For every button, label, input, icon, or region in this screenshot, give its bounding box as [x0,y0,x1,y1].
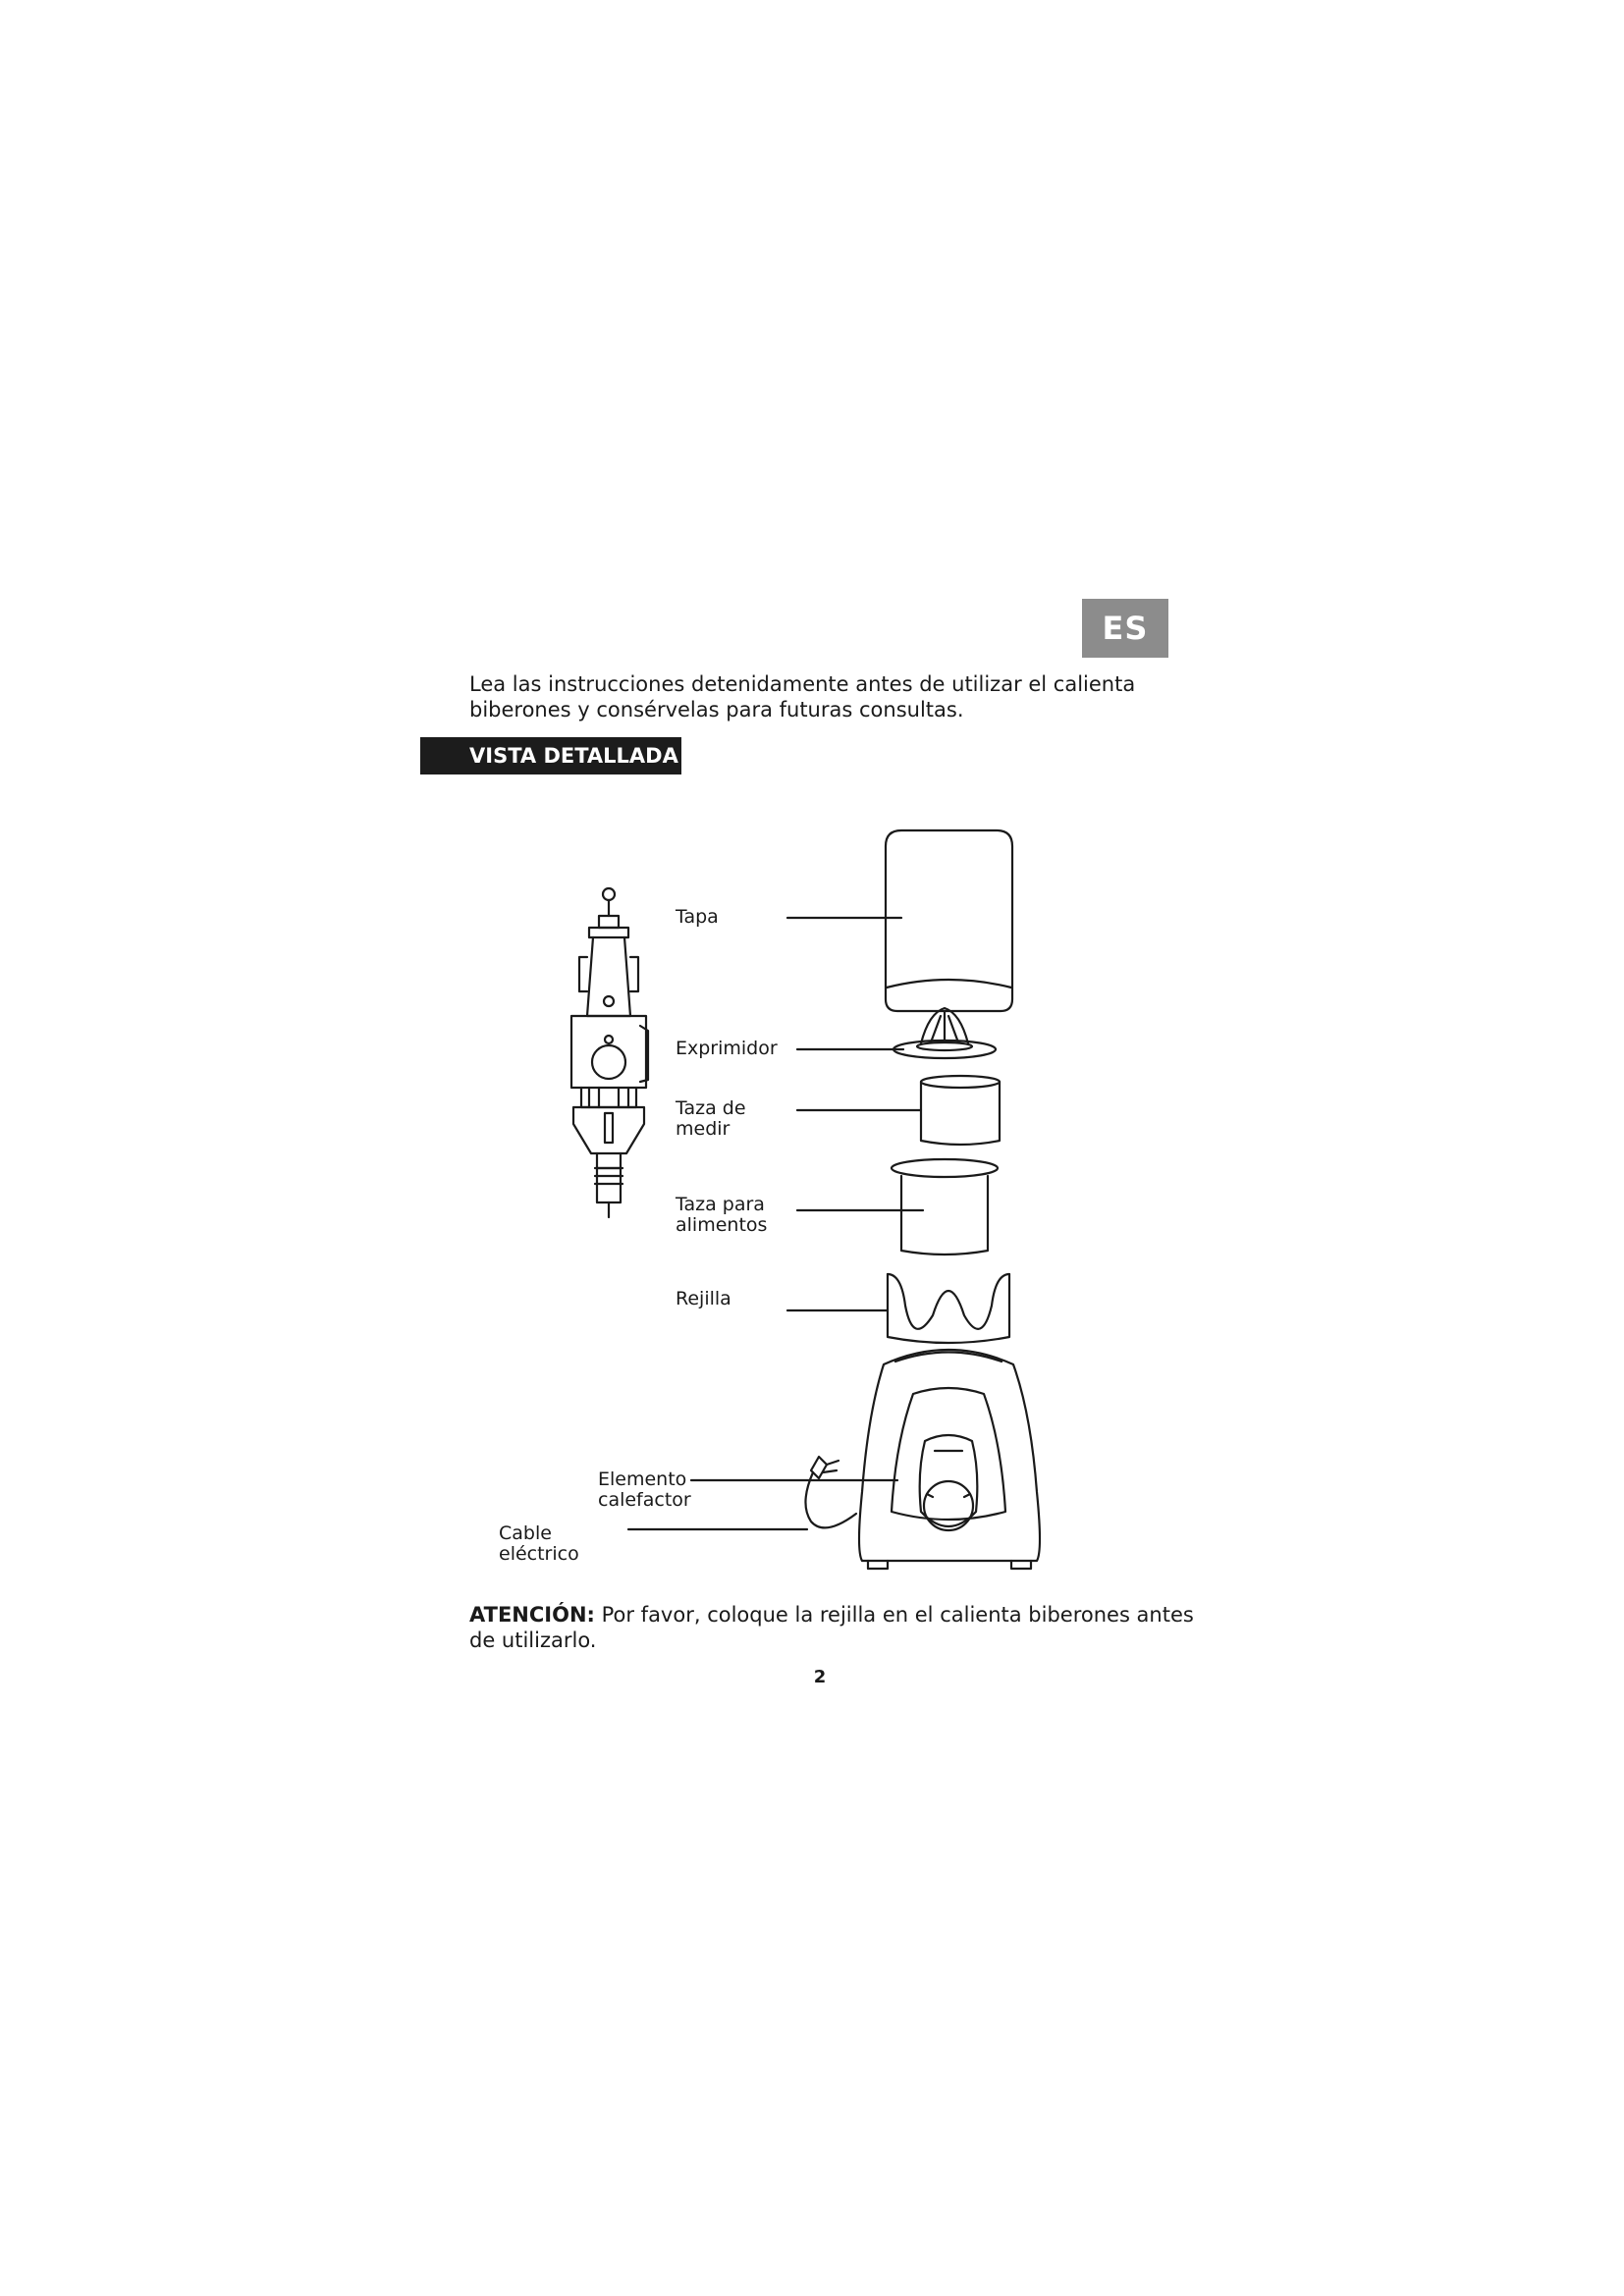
label-taza-medir-line2: medir [676,1118,731,1140]
label-rejilla: Rejilla [676,1288,731,1309]
attention-text: Por favor, coloque la rejilla en el calienta biberones antes de utilizarlo. [469,1603,1194,1652]
measuring-cup-illustration [921,1076,1000,1145]
rack-illustration [888,1274,1009,1343]
attention-note [469,1602,1196,1653]
heater-base-illustration [859,1350,1040,1569]
label-taza-alimentos-line2: alimentos [676,1214,768,1236]
intro-paragraph: Lea las instrucciones detenidamente antes de utilizar el calienta biberones y consérvelas para futuras consultas. [469,672,1136,721]
label-cable-line1: Cable [499,1522,552,1544]
attention-label: ATENCIÓN: [469,1603,595,1627]
label-tapa: Tapa [676,906,719,928]
juicer-illustration [893,1008,996,1058]
food-cup-illustration [892,1159,998,1255]
label-elemento-line1: Elemento [598,1468,687,1490]
section-title-text: VISTA DETALLADA [469,744,678,768]
label-cable-line2: eléctrico [499,1543,579,1565]
label-elemento-line2: calefactor [598,1489,691,1511]
label-taza-medir-line1: Taza de [676,1097,746,1119]
label-exprimidor: Exprimidor [676,1038,778,1059]
page-number: 2 [813,1667,827,1687]
car-adapter-illustration [571,888,648,1217]
label-taza-alimentos-line1: Taza para [676,1194,765,1215]
power-cord-illustration [805,1457,856,1527]
language-badge: ES [1082,599,1168,658]
